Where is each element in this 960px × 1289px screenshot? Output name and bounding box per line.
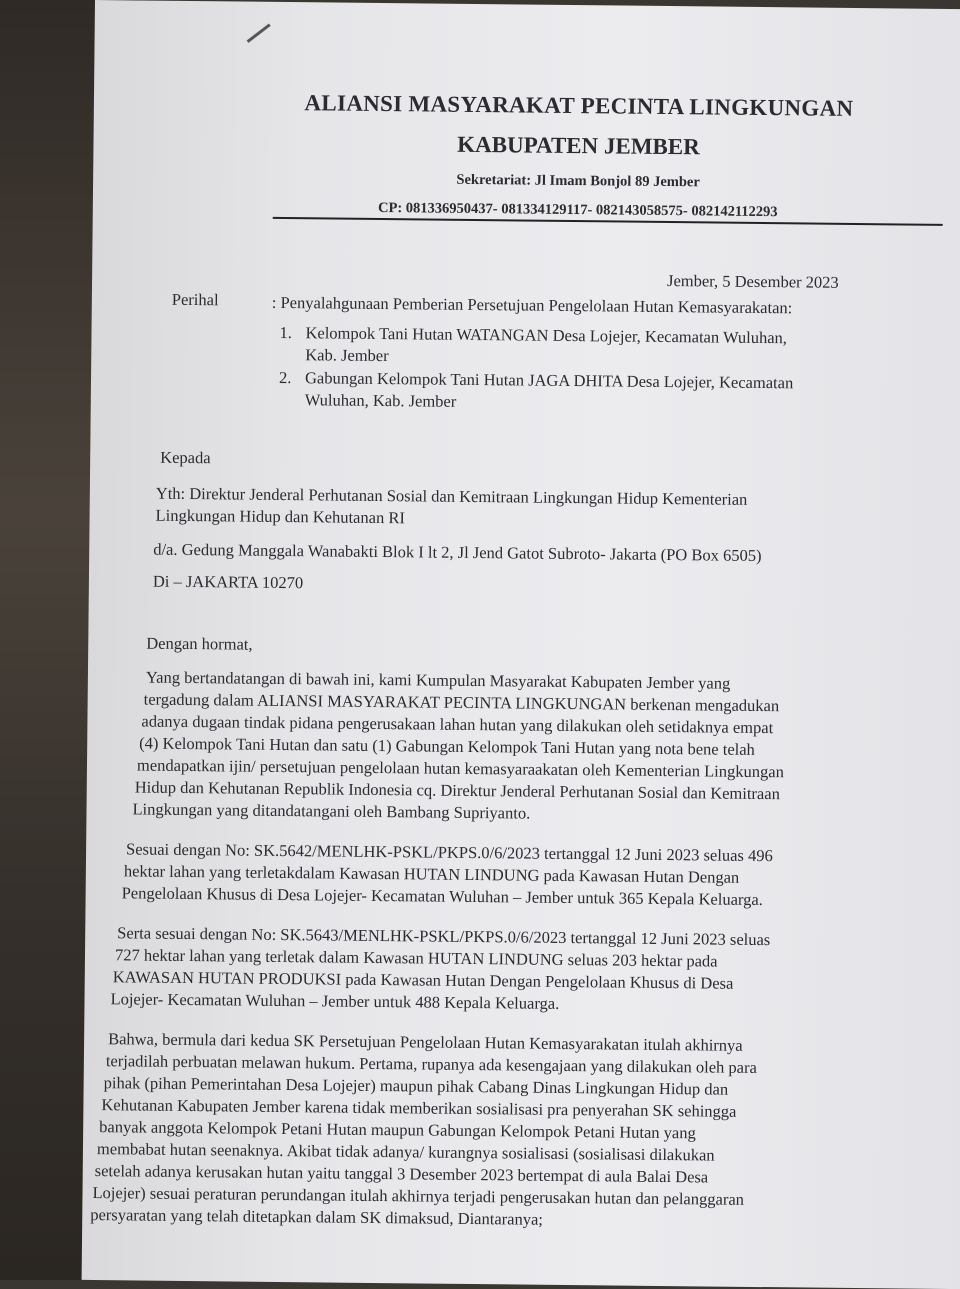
subject-item-line: Kelompok Tani Hutan WATANGAN Desa Lojejer, Kecamatan Wuluhan,	[305, 323, 788, 348]
letter-page	[82, 0, 960, 1289]
paragraph-line: Lingkungan yang ditandatangani oleh Bambang Supriyanto.	[132, 799, 531, 823]
paragraph-line: Sesuai dengan No: SK.5642/MENLHK-PSKL/PKPS.0/6/2023 tertanggal 12 Juni 2023 seluas 496	[126, 839, 773, 866]
subject-item-number: 2.	[278, 367, 292, 388]
subject-item-line: Kab. Jember	[305, 345, 389, 366]
paragraph-line: mendapatkan ijin/ persetujuan pengelolaan hutan kemasyaraakatan oleh Kementerian Lingkungan	[136, 755, 784, 782]
subject-label: Perihal	[171, 289, 219, 310]
recipient-address: d/a. Gedung Manggala Wanabakti Blok I lt 2, Jl Jend Gatot Subroto- Jakarta (PO Box 6505)	[153, 539, 762, 566]
subject-item-number: 1.	[279, 322, 293, 343]
paragraph-line: pihak (pihan Pemerintahan Desa Lojejer) maupun pihak Cabang Dinas Lingkungan Hidup dan	[103, 1073, 729, 1099]
subject-item-line: Wuluhan, Kab. Jember	[304, 390, 457, 411]
paragraph-line: Yang bertandatangan di bawah ini, kami Kumpulan Masyarakat Kabupaten Jember yang	[145, 667, 731, 693]
paragraph-line: tergadung dalam ALIANSI MASYARAKAT PECINTA LINGKUNGAN berkenan mengadukan	[143, 689, 780, 716]
paragraph-line: Lojejer) sesuai peraturan perundangan itulah akhirnya terjadi pengerusakan hutan dan pelanggaran	[92, 1183, 745, 1209]
paragraph-line: Lojejer- Kecamatan Wuluhan – Jember untuk 488 Kepala Keluarga.	[110, 989, 560, 1013]
paragraph-line: membabat hutan seenaknya. Akibat tidak adanya/ kurangnya sosialisasi (sosialisasi dilakukan	[96, 1139, 715, 1165]
paragraph-line: adanya dugaan tindak pidana pengerusakaan lahan hutan yang dilakukan oleh setidaknya empat	[141, 711, 774, 738]
paragraph-line: (4) Kelompok Tani Hutan dan satu (1) Gabungan Kelompok Tani Hutan yang nota bene telah	[139, 733, 755, 759]
letter-date: Jember, 5 Desember 2023	[666, 271, 839, 292]
recipient-city: Di – JAKARTA 10270	[152, 571, 304, 593]
paragraph-line: persyaratan yang telah ditetapkan dalam SK dimaksud, Diantaranya;	[90, 1205, 544, 1229]
paragraph-line: setelah adanya kerusakan hutan yaitu tanggal 3 Desember 2023 bertempat di aula Balai Desa	[94, 1161, 709, 1187]
org-name: ALIANSI MASYARAKAT PECINTA LINGKUNGAN	[304, 90, 854, 121]
subject-item-line: Gabungan Kelompok Tani Hutan JAGA DHITA Desa Lojejer, Kecamatan	[304, 368, 794, 393]
secretariat-address: Sekretariat: Jl Imam Bonjol 89 Jember	[456, 171, 700, 191]
paragraph-line: 727 hektar lahan yang terletak dalam Kawasan HUTAN LINDUNG seluas 203 hektar pada	[114, 945, 718, 971]
paragraph-line: Pengelolaan Khusus di Desa Lojejer- Kecamatan Wuluhan – Jember untuk 365 Kepala Keluarga.	[121, 883, 763, 910]
paragraph-line: Bahwa, bermula dari kedua SK Persetujuan Pengelolaan Hutan Kemasyarakatan itulah akhirnya	[108, 1029, 743, 1055]
paragraph-line: Serta sesuai dengan No: SK.5643/MENLHK-PSKL/PKPS.0/6/2023 tertanggal 12 Juni 2023 seluas	[117, 923, 771, 950]
recipient-line: Lingkungan Hidup dan Kehutanan RI	[155, 505, 405, 528]
kepada-label: Kepada	[160, 447, 211, 468]
contact-numbers: CP: 081336950437- 081334129117- 082143058575- 082142112293	[377, 199, 778, 221]
paragraph-line: Hidup dan Kehutanan Republik Indonesia cq. Direktur Jenderal Perhutanan Sosial dan Kemitraan	[134, 777, 780, 804]
salutation: Dengan hormat,	[146, 633, 253, 654]
subject-text: : Penyalahgunaan Pemberian Persetujuan Pengelolaan Hutan Kemasyarakatan:	[271, 292, 793, 318]
recipient-line: Yth: Direktur Jenderal Perhutanan Sosial dan Kemitraan Lingkungan Hidup Kementerian	[155, 483, 748, 509]
paragraph-line: Kehutanan Kabupaten Jember karena tidak memberikan sosialisasi pra penyerahan SK sehingga	[101, 1095, 737, 1121]
pen-mark	[247, 24, 271, 43]
paragraph-line: terjadilah perbuatan melawan hukum. Pertama, rupanya ada kesengajaan yang dilakukan oleh para	[105, 1051, 757, 1077]
org-region: KABUPATEN JEMBER	[457, 131, 700, 160]
paragraph-line: KAWASAN HUTAN PRODUKSI pada Kawasan Hutan Dengan Pengelolaan Khusus di Desa	[112, 967, 734, 993]
paragraph-line: hektar lahan yang terletakdalam Kawasan HUTAN LINDUNG pada Kawasan Hutan Dengan	[123, 861, 740, 887]
paragraph-line: banyak anggota Kelompok Petani Hutan maupun Gabungan Kelompok Petani Hutan yang	[99, 1117, 696, 1143]
